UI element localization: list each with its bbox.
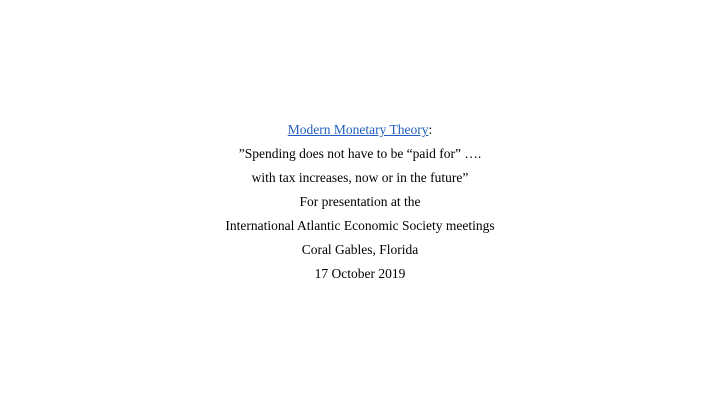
organization-line: International Atlantic Economic Society meetings xyxy=(225,218,495,233)
quote-line-2: with tax increases, now or in the future” xyxy=(251,170,469,185)
quote-line-1: ”Spending does not have to be “paid for” …. xyxy=(238,146,482,161)
title-colon: : xyxy=(428,122,433,137)
date-line: 17 October 2019 xyxy=(314,266,406,281)
title-line xyxy=(0,118,720,142)
location-line: Coral Gables, Florida xyxy=(301,242,419,257)
title-block xyxy=(0,118,720,286)
mmt-link[interactable]: Modern Monetary Theory xyxy=(287,122,429,137)
presentation-line: For presentation at the xyxy=(299,194,421,209)
